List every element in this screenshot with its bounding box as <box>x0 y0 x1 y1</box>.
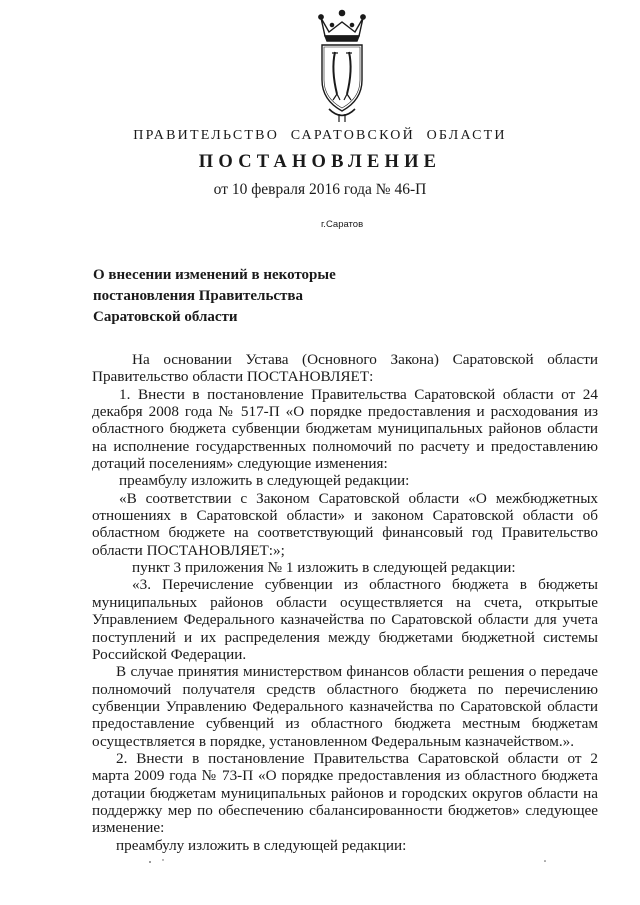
title-line: Саратовской области <box>93 309 238 325</box>
document-body <box>92 351 598 854</box>
coat-of-arms-icon <box>315 8 369 124</box>
paragraph: На основании Устава (Основного Закона) Саратовской области Правительство области ПОСТАНОВЛЯЕТ: <box>92 351 598 386</box>
government-name: ПРАВИТЕЛЬСТВО САРАТОВСКОЙ ОБЛАСТИ <box>133 128 507 143</box>
paragraph: «3. Перечисление субвенции из областного бюджета в бюджеты муниципальных районов области осуществляется на счета, открытые Управлением Федерального казначейства по Саратовской области для учета поступлений и их распределения между бюджетами бюджетной системы Российской Федерации. <box>92 576 598 663</box>
document-title <box>93 265 413 328</box>
paragraph: преамбулу изложить в следующей редакции: <box>116 836 407 854</box>
paragraph: 1. Внести в постановление Правительства Саратовской области от 24 декабря 2008 года № 517-П «О порядке предоставления и расходования из областного бюджета субвенции бюджетам муниципальных районов области на исполнение государственных полномочий по расчету и предоставлению дотаций поселениям» следующие изменения: <box>92 385 598 473</box>
title-line: О внесении изменений в некоторые <box>93 267 336 283</box>
paragraph: В случае принятия министерством финансов области решения о передаче полномочий получателя средств областного бюджета по перечислению субвенции Управлению Федерального казначейства по Саратовской области предоставление субвенций из областного бюджета местным бюджетам осуществляется в порядке, установленном Федеральным казначейством.». <box>92 663 598 750</box>
paragraph: преамбулу изложить в следующей редакции: <box>119 472 410 490</box>
document-type: ПОСТАНОВЛЕНИЕ <box>198 152 442 172</box>
document-date-number: от 10 февраля 2016 года № 46-П <box>213 181 427 198</box>
paragraph: 2. Внести в постановление Правительства Саратовской области от 2 марта 2009 года № 73-П «О порядке предоставления из областного бюджета дотации бюджетам муниципальных районов и городских округов области на поддержку мер по обеспечению сбалансированности бюджетов» следующее изменение: <box>92 749 598 837</box>
document-city: г.Саратов <box>321 219 364 230</box>
title-line: постановления Правительства <box>93 288 303 304</box>
paragraph: пункт 3 приложения № 1 изложить в следующей редакции: <box>132 559 516 577</box>
paragraph: «В соответствии с Законом Саратовской области «О межбюджетных отношениях в Саратовской области» и законом Саратовской области об областном бюджете на соответствующий финансовый год Правительство области ПОСТАНОВЛЯЕТ:»; <box>92 489 598 559</box>
